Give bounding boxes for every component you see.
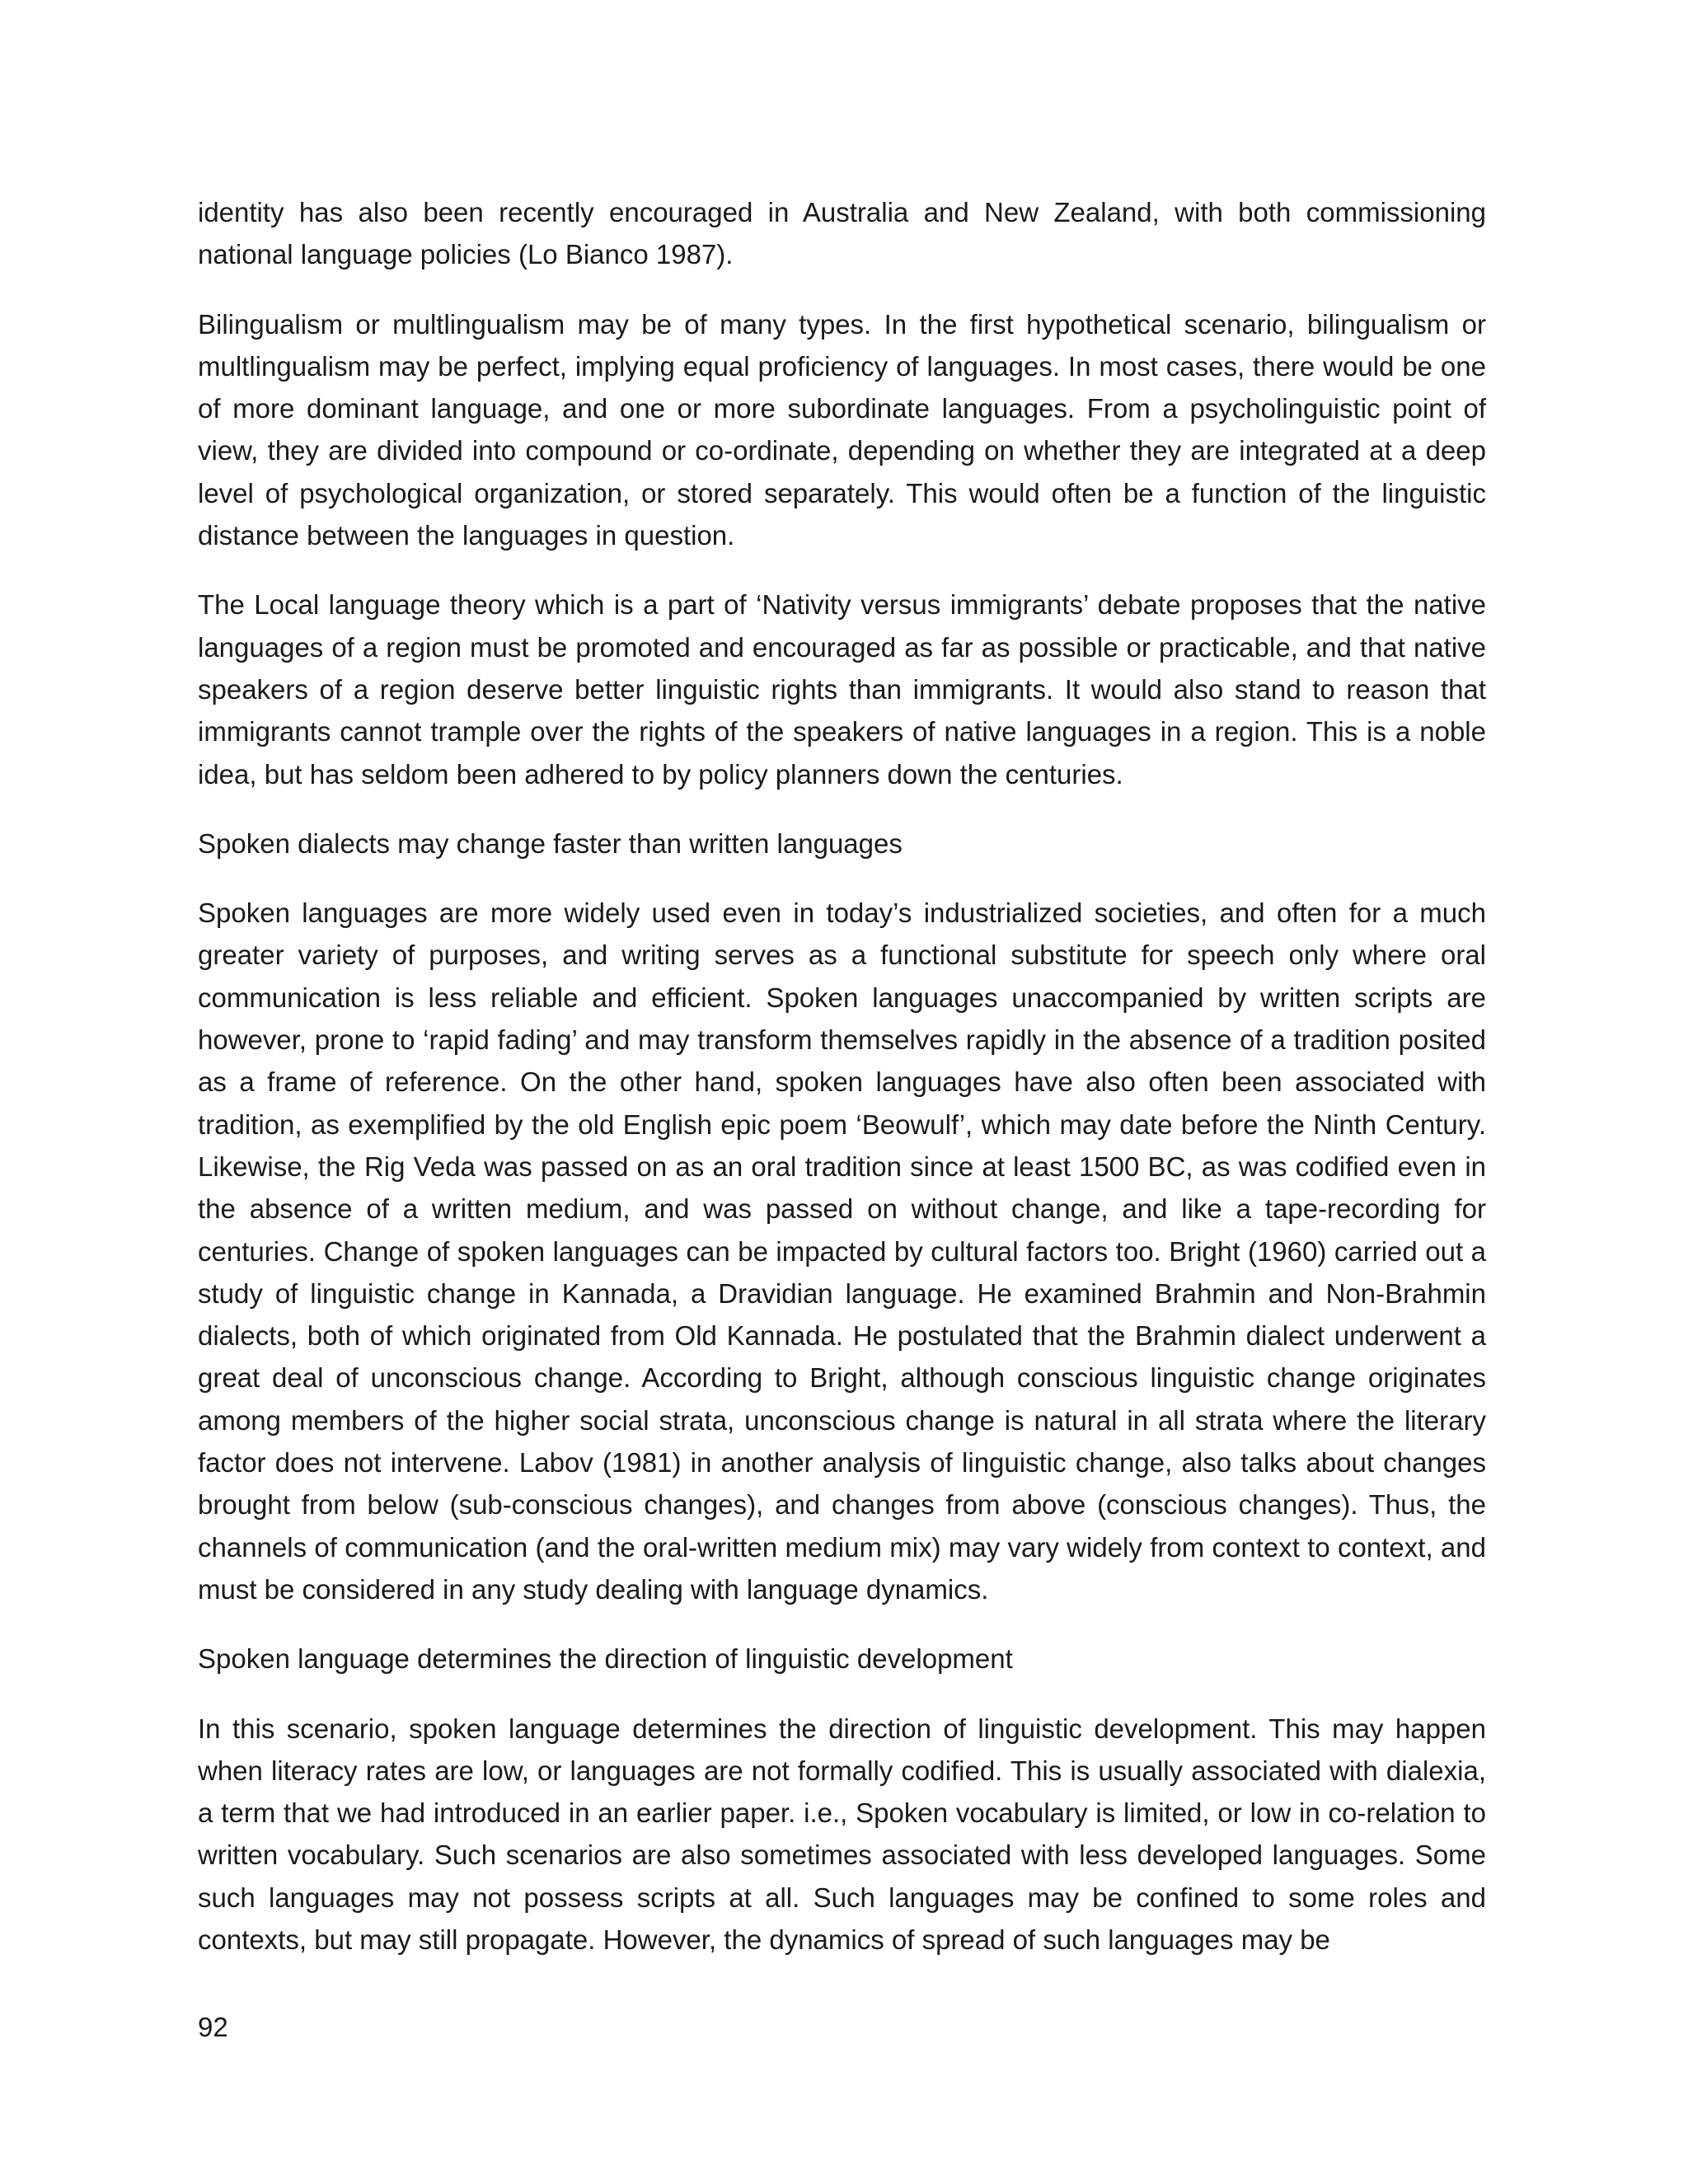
page-number: 92 [198,2012,228,2042]
paragraph-spoken-languages: Spoken languages are more widely used even in today’s industrialized societies, and often for a much greater variety of purposes, and writing serves as a functional substitute for speech only where oral communication is less reliable and efficient. Spoken languages unaccompanied by written scripts are however, prone to ‘rapid fading’ and may transform themselves rapidly in the absence of a tradition posited as a frame of reference. On the other hand, spoken languages have also often been associated with tradition, as exemplified by the old English epic poem ‘Beowulf’, which may date before the Ninth Century. Likewise, the Rig Veda was passed on as an oral tradition since at least 1500 BC, as was codified even in the absence of a written medium, and was passed on without change, and like a tape-recording for centuries. Change of spoken languages can be impacted by cultural factors too. Bright (1960) carried out a study of linguistic change in Kannada, a Dravidian language. He examined Brahmin and Non-Brahmin dialects, both of which originated from Old Kannada. He postulated that the Brahmin dialect underwent a great deal of unconscious change. According to Bright, although conscious linguistic change originates among members of the higher social strata, unconscious change is natural in all strata where the literary factor does not intervene. Labov (1981) in another analysis of linguistic change, also talks about changes brought from below (sub-conscious changes), and changes from above (conscious changes). Thus, the channels of communication (and the oral-written medium mix) may vary widely from context to context, and must be considered in any study dealing with language dynamics. [198,898,1486,1605]
paragraph-spoken-language-scenario: In this scenario, spoken language determines the direction of linguistic development. This may happen when literacy rates are low, or languages are not formally codified. This is usually associated with dialexia, a term that we had introduced in an earlier paper. i.e., Spoken vocabulary is limited, or low in co-relation to written vocabulary. Such scenarios are also sometimes associated with less developed languages. Some such languages may not possess scripts at all. Such languages may be confined to some roles and contexts, but may still propagate. However, the dynamics of spread of such languages may be [198,1713,1486,1955]
page-body [198,191,1486,1988]
section-heading-spoken-dialects: Spoken dialects may change faster than written languages [198,827,903,859]
section-heading-spoken-language-direction: Spoken language determines the direction of linguistic development [198,1643,1013,1675]
paragraph-identity-policies: identity has also been recently encouraged in Australia and New Zealand, with both commissioning national language policies (Lo Bianco 1987). [198,197,1486,270]
paragraph-bilingualism-types: Bilingualism or multlingualism may be of many types. In the first hypothetical scenario, bilingualism or multlingualism may be perfect, implying equal proficiency of languages. In most cases, there would be one of more dominant language, and one or more subordinate languages. From a psycholinguistic point of view, they are divided into compound or co-ordinate, depending on whether they are integrated at a deep level of psychological organization, or stored separately. This would often be a function of the linguistic distance between the languages in question. [198,308,1486,551]
paragraph-local-language-theory: The Local language theory which is a part of ‘Nativity versus immigrants’ debate proposes that the native languages of a region must be promoted and encouraged as far as possible or practicable, and that native speakers of a region deserve better linguistic rights than immigrants. It would also stand to reason that immigrants cannot trample over the rights of the speakers of native languages in a region. This is a noble idea, but has seldom been adhered to by policy planners down the centuries. [198,589,1486,790]
